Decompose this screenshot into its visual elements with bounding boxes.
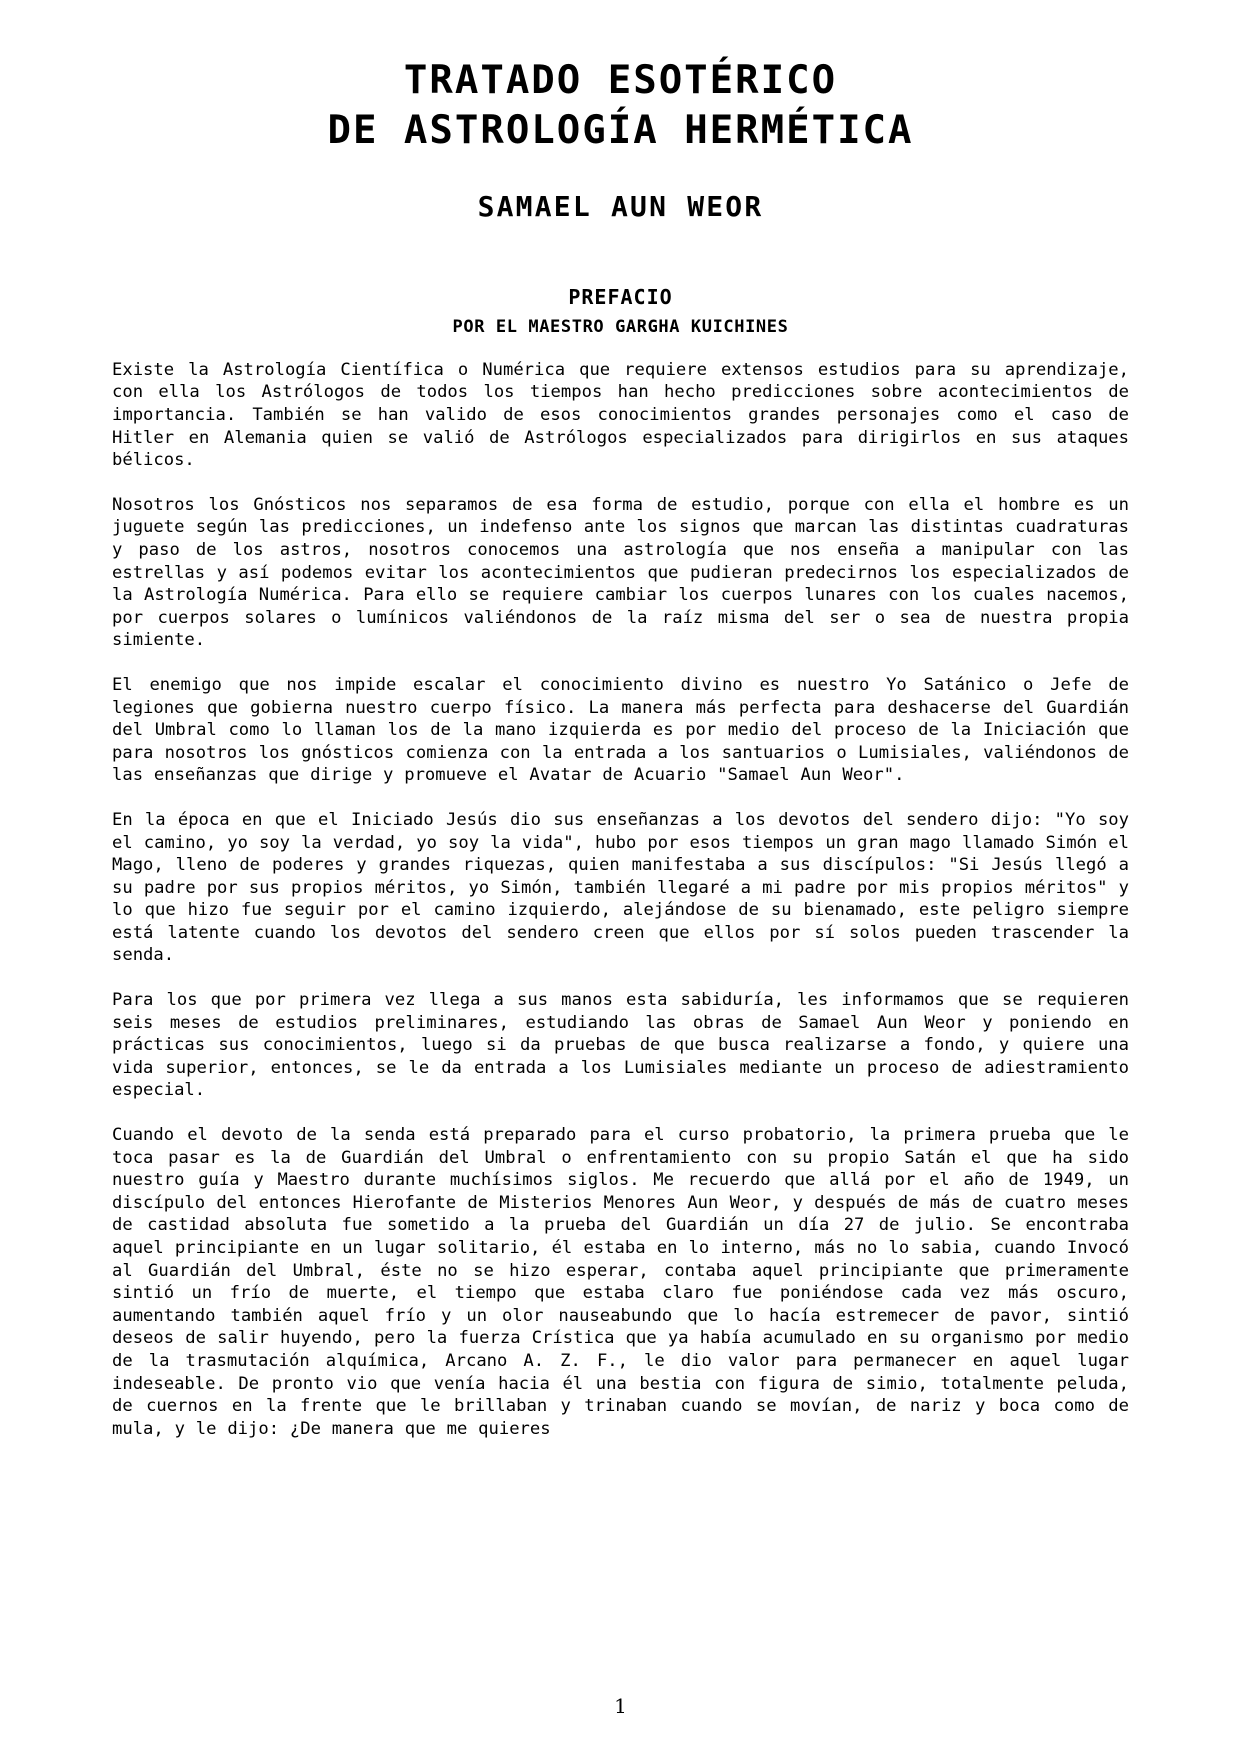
author-name: SAMAEL AUN WEOR xyxy=(477,189,764,223)
paragraph: El enemigo que nos impide escalar el conocimiento divino es nuestro Yo Satánico o Jefe de legiones que gobierna nuestro cuerpo físico. La manera más perfecta para deshacerse del Guardián del Umbral como lo llaman los de la mano izquierda es por medio del proceso de la Iniciación que para nosotros los gnósticos comienza con la entrada a los santuarios o Lumisiales, valiéndonos de las enseñanzas que dirige y promueve el Avatar de Acuario "Samael Aun Weor". xyxy=(112,674,1129,786)
paragraph: Nosotros los Gnósticos nos separamos de esa forma de estudio, porque con ella el hombre es un juguete según las predicciones, un indefenso ante los signos que marcan las distintas cuadraturas y paso de los astros, nosotros conocemos una astrología que nos enseña a manipular con las estrellas y así podemos evitar los acontecimientos que pudieran predecirnos los especializados de la Astrología Numérica. Para ello se requiere cambiar los cuerpos lunares con los cuales nacemos, por cuerpos solares o lumínicos valiéndonos de la raíz misma del ser o sea de nuestra propia simiente. xyxy=(112,494,1129,651)
paragraph: Existe la Astrología Científica o Numérica que requiere extensos estudios para su aprendizaje, con ella los Astrólogos de todos los tiempos han hecho predicciones sobre acontecimientos de importancia. También se han valido de esos conocimientos grandes personajes como el caso de Hitler en Alemania quien se valió de Astrólogos especializados para dirigirlos en sus ataques bélicos. xyxy=(112,359,1129,471)
page-title xyxy=(112,56,1129,156)
paragraph: Cuando el devoto de la senda está preparado para el curso probatorio, la primera prueba que le toca pasar es la de Guardián del Umbral o enfrentamiento con su propio Satán el que ha sido nuestro guía y Maestro durante muchísimos siglos. Me recuerdo que allá por el año de 1949, un discípulo del entonces Hierofante de Misterios Menores Aun Weor, y después de más de cuatro meses de castidad absoluta fue sometido a la prueba del Guardián un día 27 de julio. Se encontraba aquel principiante en un lugar solitario, él estaba en lo interno, más no lo sabia, cuando Invocó al Guardián del Umbral, éste no se hizo esperar, contaba aquel principiante que primeramente sintió un frío de muerte, el tiempo que estaba claro fue poniéndose cada vez más oscuro, aumentando también aquel frío y un olor nauseabundo que lo hacía estremecer de pavor, sintió deseos de salir huyendo, pero la fuerza Crística que ya había acumulado en su organismo por medio de la trasmutación alquímica, Arcano A. Z. F., le dio valor para permanecer en aquel lugar indeseable. De pronto vio que venía hacia él una bestia con figura de simio, totalmente peluda, de cuernos en la frente que le brillaban y trinaban cuando se movían, de nariz y boca como de mula, y le dijo: ¿De manera que me quieres xyxy=(112,1125,1129,1439)
title-line-2: DE ASTROLOGÍA HERMÉTICA xyxy=(327,107,914,153)
body-copy xyxy=(112,359,1129,1441)
paragraph: Para los que por primera vez llega a sus manos esta sabiduría, les informamos que se requieren seis meses de estudios preliminares, estudiando las obras de Samael Aun Weor y poniendo en prácticas sus conocimientos, luego si da pruebas de que busca realizarse a fondo, y quiere una vida superior, entonces, se le da entrada a los Lumisiales mediante un proceso de adiestramiento especial. xyxy=(112,990,1129,1101)
paragraph: En la época en que el Iniciado Jesús dio sus enseñanzas a los devotos del sendero dijo: "Yo soy el camino, yo soy la verdad, yo soy la vida", hubo por esos tiempos un gran mago llamado Simón el Mago, lleno de poderes y grandes riquezas, quien manifestaba a sus discípulos: "Si Jesús llegó a su padre por sus propios méritos, yo Simón, también llegaré a mi padre por mis propios méritos" y lo que hizo fue seguir por el camino izquierdo, alejándose de su bienamado, este peligro siempre está latente cuando los devotos del sendero creen que ellos por sí solos pueden trascender la senda. xyxy=(112,809,1129,966)
section-heading-prefacio: PREFACIO xyxy=(568,284,673,309)
page-number: 1 xyxy=(614,1694,627,1718)
section-subheading-author: POR EL MAESTRO GARGHA KUICHINES xyxy=(452,316,789,337)
title-line-1: TRATADO ESOTÉRICO xyxy=(403,58,838,103)
